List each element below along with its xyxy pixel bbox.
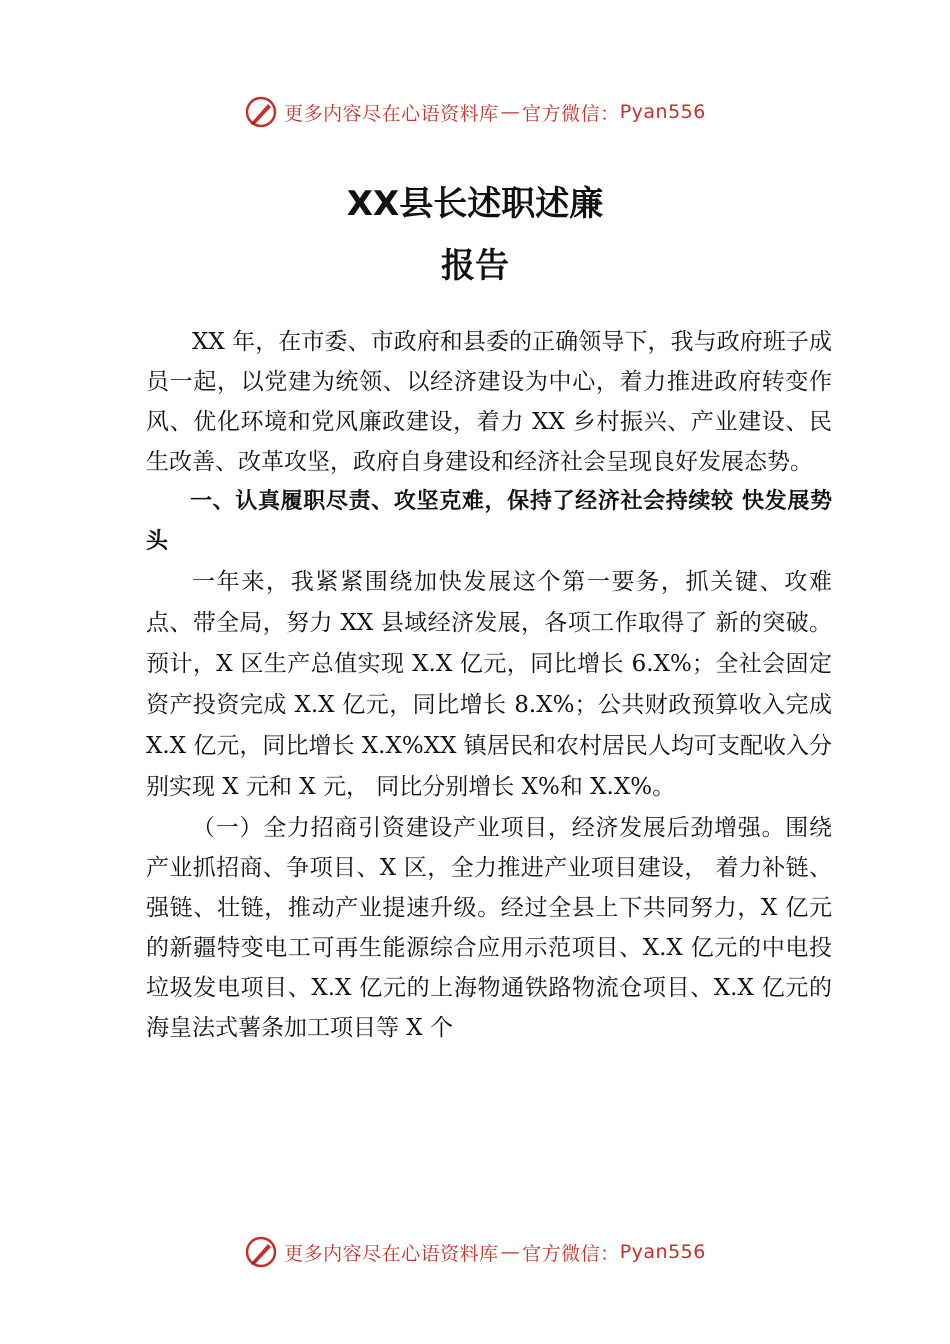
watermark-text: 更多内容尽在心语资料库 bbox=[284, 102, 499, 125]
watermark-separator: — bbox=[500, 1241, 521, 1263]
document-body bbox=[146, 322, 832, 1048]
watermark-header bbox=[0, 92, 950, 132]
document-title-line2: 报告 bbox=[441, 246, 509, 286]
watermark-text: 更多内容尽在心语资料库 bbox=[284, 1242, 499, 1265]
watermark-wechat-id: Pyan556 bbox=[619, 101, 706, 123]
paragraph-investment: （一）全力招商引资建设产业项目，经济发展后劲增强。围绕产业抓招商、争项目、X 区，全力推进产业项目建设， 着力补链、强链、壮链，推动产业提速升级。经过全县上下共同努力，X 亿元的新疆特变电工可再生能源综合应用示范项目、X.X 亿元的中电投垃圾发电项目、X.X 亿元的上海物通铁路物流仓项目、X.X 亿元的海皇法式薯条加工项目等 X 个 bbox=[146, 815, 832, 1041]
watermark-separator: — bbox=[500, 101, 521, 123]
watermark-wechat-label: 官方微信： bbox=[522, 1242, 620, 1265]
document-title: XX县长述职述廉 bbox=[346, 184, 604, 224]
pen-logo-icon bbox=[244, 95, 278, 129]
watermark-wechat-label: 官方微信： bbox=[522, 102, 620, 125]
section-heading: 一、认真履职尽责、攻坚克难，保持了经济社会持续较 快发展势头 bbox=[146, 489, 832, 554]
watermark-footer bbox=[0, 1232, 950, 1272]
paragraph-intro: XX 年，在市委、市政府和县委的正确领导下，我与政府班子成员一起，以党建为统领、以经济建设为中心，着力推进政府转变作风、优化环境和党风廉政建设，着力 XX 乡村振兴、产业建设、民生改善、改革攻坚，政府自身建设和经济社会呈现良好发展态势。 bbox=[146, 329, 832, 475]
pen-logo-icon bbox=[244, 1235, 278, 1269]
watermark-wechat-id: Pyan556 bbox=[619, 1241, 706, 1263]
paragraph-stats: 一年来，我紧紧围绕加快发展这个第一要务，抓关键、攻难点、带全局，努力 XX 县域经济发展，各项工作取得了 新的突破。预计，X 区生产总值实现 X.X 亿元，同比增长 6.X%；全社会固定资产投资完成 X.X 亿元，同比增长 8.X%；公共财政预算收入完成 X.X 亿元，同比增长 X.X%XX 镇居民和农村居民人均可支配收入分别实现 X 元和 X 元， 同比分别增长 X%和 X.X%。 bbox=[146, 569, 832, 800]
